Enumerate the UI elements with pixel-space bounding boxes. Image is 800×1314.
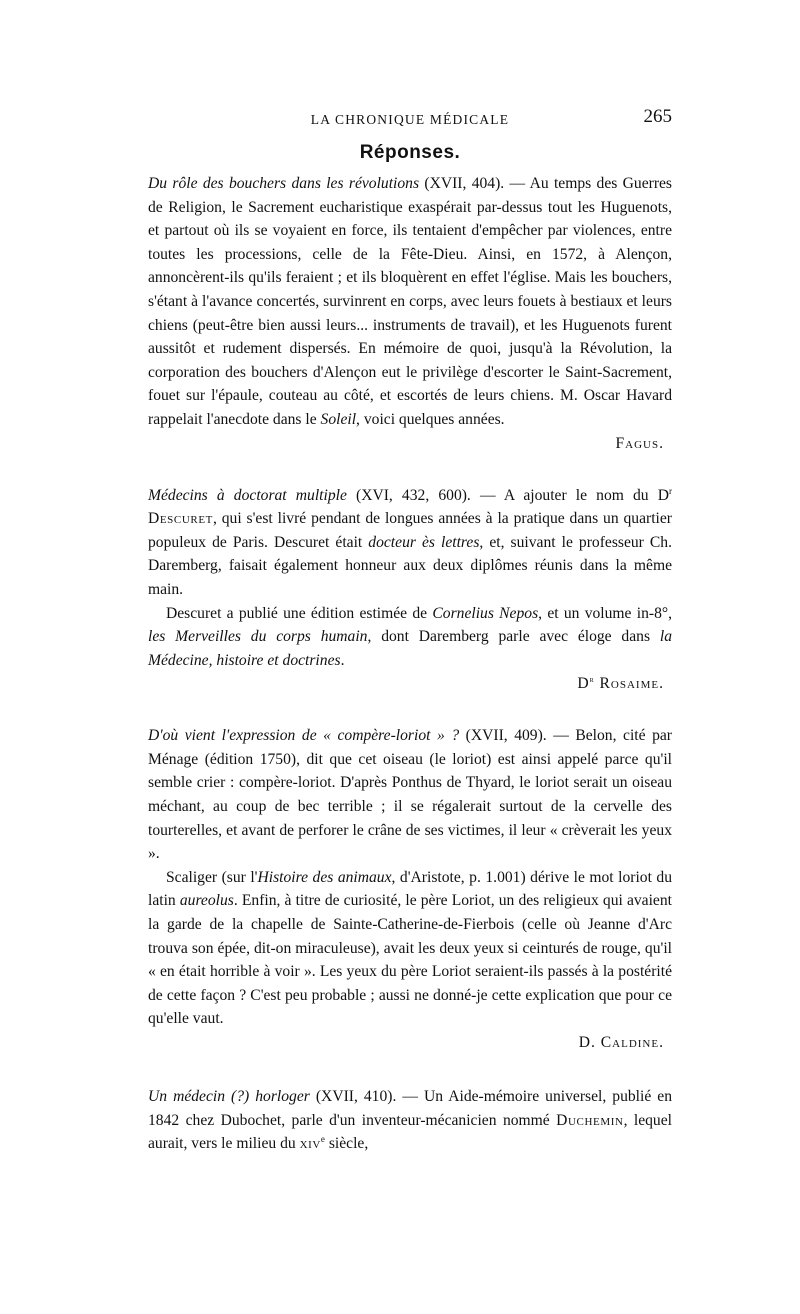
entry-paragraph [148,866,672,1031]
entry-text: , d'Aristote, p. 1.001) dérive le mot loriot du latin [148,868,673,910]
entry-compere-loriot [148,724,672,1055]
entry-italic: les Merveilles du corps humain [148,628,368,646]
page [148,106,672,1156]
entry-text: (XVI, 432, 600). — A ajouter le nom du D [346,486,669,504]
entry-text: Scaliger (sur l' [166,868,258,886]
entry-italic: la Médecine, histoire et doctrines [148,628,672,669]
entry-title: Un médecin (?) horloger [148,1088,310,1105]
entry-medecins [148,484,672,697]
entry-text: (XVII, 410). — Un Aide-mémoire universel, publié en 1842 chez Dubochet, parle d'un inventeur-mécanicien nommé [148,1088,672,1129]
entry-bouchers [148,172,672,456]
running-head [148,106,672,136]
signature: Fagus. [615,434,664,452]
entry-medecin-horloger [148,1085,672,1156]
running-title: LA CHRONIQUE MÉDICALE [310,112,510,127]
century: xiv [299,1135,321,1153]
entry-paragraph [148,602,672,673]
entry-text: , voici quelques années. [356,410,505,428]
person-name: Duchemin [556,1111,624,1129]
entry-italic: Histoire des animaux [257,868,392,886]
entry-title: D'où vient l'expression de « compère-loriot » ? [148,727,460,745]
entry-italic: Cornelius Nepos [432,604,539,622]
signature: D. Caldine. [578,1034,664,1051]
entry-text: , et un volume in-8°, [538,604,673,622]
entry-title: Médecins à doctorat multiple [148,486,347,504]
entry-text: (XVII, 404). — Au temps des Guerres de Religion, le Sacrement eucharistique exaspérait par-dessus tout les Huguenots, et partout où ils se voyaient en force, ils tentaient d'empêcher par violences, entre toutes les processions, celle de la Fête-Dieu. Ainsi, en 1572, à Alençon, annoncèrent-ils qu'ils feraient ; et ils bloquèrent en effet l'église. Mais les bouchers, s'étant à l'avance concertés, survinrent en corps, avec leurs fouets à bestiaux et leurs chiens (peut-être bien aussi leurs... instruments de travail), et les Huguenots furent aussitôt et rudement dispersés. En mémoire de quoi, jusqu'à la Révolution, la corporation des bouchers d'Alençon eut le privilège d'escorter le Saint-Sacrement, fouet sur l'épaule, couteau au côté, et escortés de leurs chiens. M. Oscar Havard rappelait l'anecdote dans le [148,175,673,428]
entry-paragraph [148,172,672,432]
entry-text: (XVII, 409). — Belon, cité par Ménage (édition 1750), dit que cet oiseau (le loriot) est ainsi appelé parce qu'il semble crier : compère-loriot. D'après Ponthus de Thyard, le loriot serait un oiseau méchant, au coup de bec terrible ; il se régalerait surtout de la cervelle des tourterelles, et avant de perforer le crâne de ses victimes, il leur « crèverait les yeux ». [148,727,672,863]
entry-paragraph [148,724,672,866]
entry-title: Du rôle des bouchers dans les révolutions [148,175,420,192]
entry-text: siècle, [324,1135,369,1153]
entry-text: Descuret a publié une édition estimée de [166,604,433,622]
entry-italic: aureolus [179,892,234,910]
superscript: e [320,1134,325,1144]
entry-text: , lequel aurait, vers le milieu du [148,1111,672,1153]
entry-paragraph [148,1085,672,1156]
page-number: 265 [643,106,672,127]
entry-italic: docteur ès lettres [368,533,480,551]
entry-italic: Soleil [320,410,357,428]
entry-paragraph [148,484,672,602]
entry-text: , dont Daremberg parle avec éloge dans [367,628,660,646]
signature-prefix: D [577,675,590,693]
signature [148,672,672,696]
entry-text: , qui s'est livré pendant de longues années à la pratique dans un quartier populeux de Paris. Descuret était [148,510,672,551]
superscript: r [589,674,595,685]
person-name: Descuret [148,510,213,528]
signature-name: Rosaime. [594,675,664,693]
entry-text: , et, suivant le professeur Ch. Daremberg, faisait également honneur aux deux diplômes réunis dans la même main. [148,533,672,598]
entry-text: . [340,651,345,669]
superscript: r [668,485,672,496]
entry-text: . Enfin, à titre de curiosité, le père Loriot, un des religieux qui avaient la garde de la chapelle de Sainte-Catherine-de-Fierbois (celle où Jeanne d'Arc trouva son épée, dit-on miraculeuse), avait les deux yeux si ceinturés de rouge, qu'il « en était horrible à voir ». Les yeux du père Loriot seraient-ils passés à la postérité de cette façon ? C'est peu probable ; aussi ne donné-je cette explication que pour ce qu'elle vaut. [148,892,672,1028]
section-title: Réponses. [359,142,461,163]
